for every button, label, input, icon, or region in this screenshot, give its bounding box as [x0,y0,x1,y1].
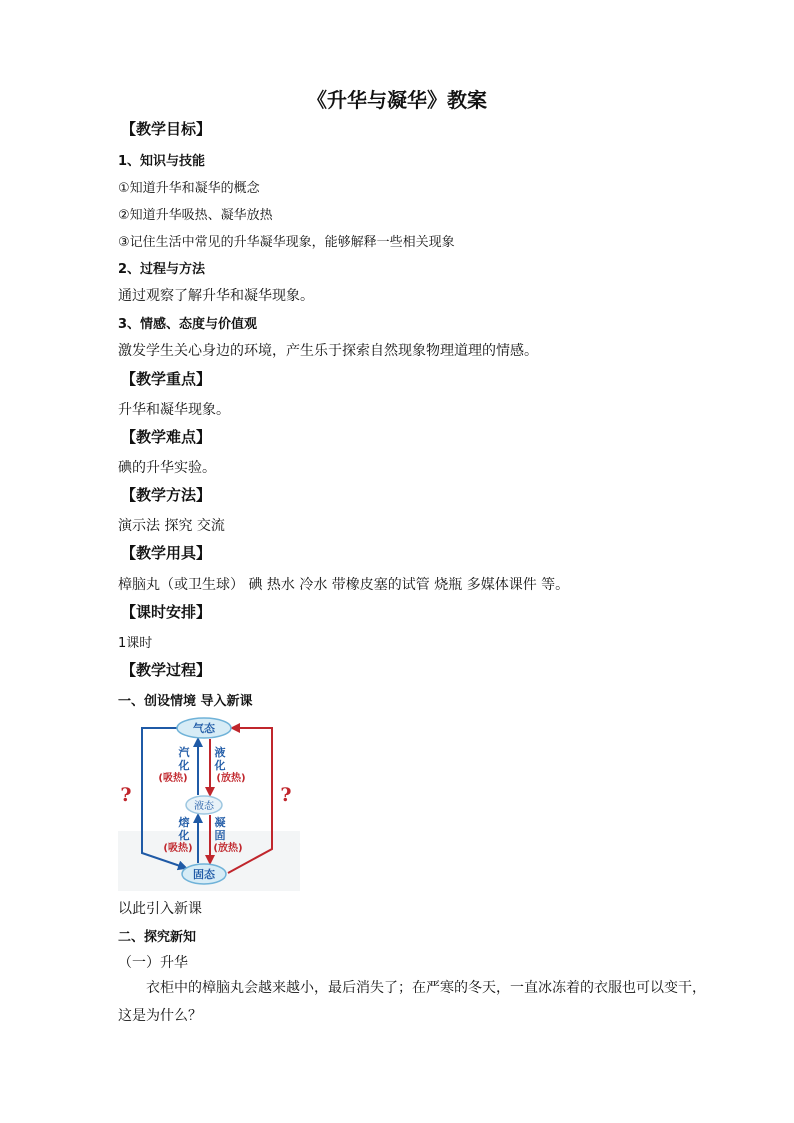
goal3-heading: 3、情感、态度与价值观 [118,317,258,332]
liquefy-char-1: 液 [214,746,226,759]
goal3-text: 激发学生关心身边的环境，产生乐于探索自然现象物理道理的情感。 [118,343,538,359]
solid-label: 固态 [193,868,215,881]
goal1-item-3: ③记住生活中常见的升华凝华现象，能够解释一些相关现象 [118,235,455,250]
state-change-diagram [118,713,300,891]
tools-text: 樟脑丸（或卫生球） 碘 热水 冷水 带橡皮塞的试管 烧瓶 多媒体课件 等。 [118,577,570,593]
document-title: 《升华与凝华》教案 [307,88,487,112]
schedule-text: 1课时 [118,636,153,651]
vaporize-char-2: 化 [178,759,190,772]
gas-label: 气态 [193,722,215,735]
goal1-heading: 1、知识与技能 [118,154,206,169]
key-heading: 【教学重点】 [121,370,212,388]
liquid-label: 液态 [194,801,214,812]
freeze-char-1: 凝 [214,816,226,829]
sub1-heading: （一）升华 [118,955,188,971]
tools-heading: 【教学用具】 [121,544,212,562]
difficulty-heading: 【教学难点】 [121,428,212,446]
goals-heading: 【教学目标】 [121,120,212,138]
key-text: 升华和凝华现象。 [118,402,230,418]
method-text: 演示法 探究 交流 [118,518,225,534]
goal1-item-2: ②知道升华吸热、凝华放热 [118,208,273,223]
step1-heading: 一、创设情境 导入新课 [118,694,253,709]
right-question-mark: ? [280,784,292,806]
intro-text: 以此引入新课 [118,901,202,917]
process-heading: 【教学过程】 [121,661,212,679]
liquefy-note: (放热) [216,773,246,784]
difficulty-text: 碘的升华实验。 [118,460,216,476]
vaporize-note: (吸热) [158,773,188,784]
goal2-text: 通过观察了解升华和凝华现象。 [118,288,314,304]
step2-heading: 二、探究新知 [118,930,197,945]
freeze-char-2: 固 [214,829,226,842]
paragraph-1: 衣柜中的樟脑丸会越来越小，最后消失了；在严寒的冬天，一直冰冻着的衣服也可以变干，这是为什么？ [118,980,706,1024]
melt-char-2: 化 [178,829,190,842]
goal1-item-1: ①知道升华和凝华的概念 [118,181,260,196]
schedule-heading: 【课时安排】 [121,603,212,621]
melt-char-1: 熔 [178,816,190,829]
freeze-note: (放热) [213,843,243,854]
left-question-mark: ? [120,784,132,806]
method-heading: 【教学方法】 [121,486,212,504]
melt-note: (吸热) [163,843,193,854]
goal2-heading: 2、过程与方法 [118,262,206,277]
liquefy-char-2: 化 [214,759,226,772]
vaporize-char-1: 汽 [178,746,190,759]
